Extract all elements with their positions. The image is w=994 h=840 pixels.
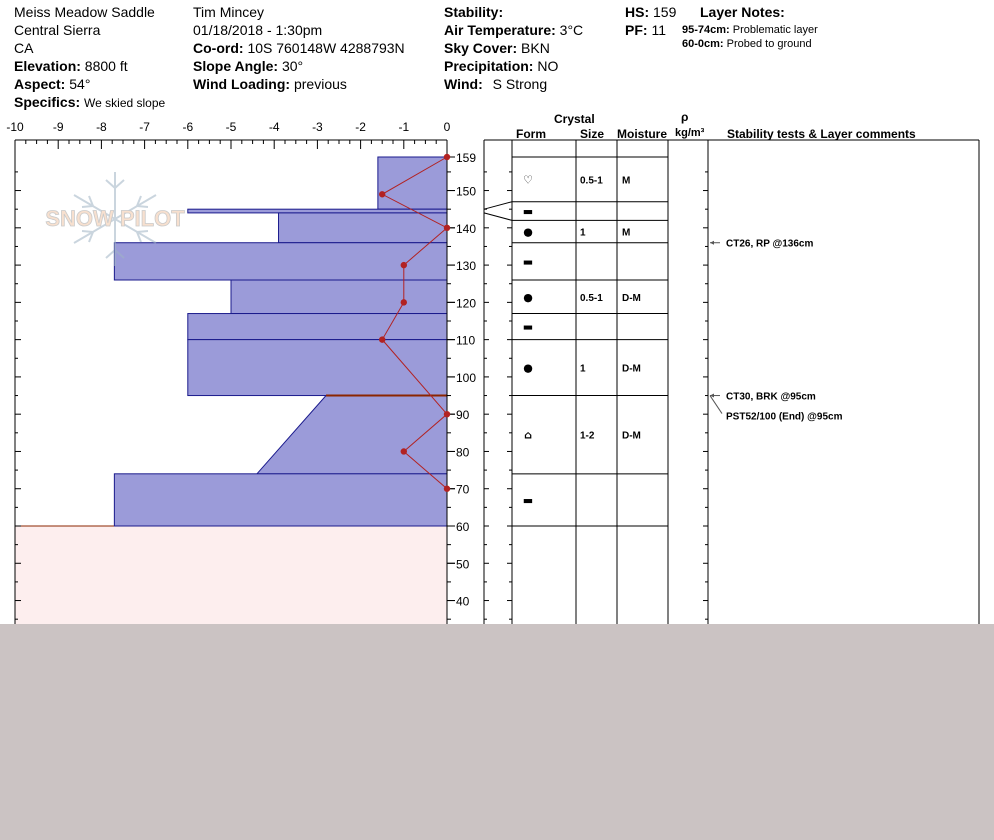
mountain-range: Central Sierra: [14, 22, 101, 38]
x-tick-label: -6: [182, 120, 194, 134]
y-tick-label: 150: [456, 184, 477, 199]
temperature-point: [444, 411, 450, 417]
state: CA: [14, 40, 34, 56]
specifics-value: We skied slope: [84, 96, 166, 110]
layer-connector: [484, 213, 512, 220]
y-tick-label: 110: [456, 333, 476, 348]
sky-cover-value: BKN: [521, 40, 550, 56]
x-tick-label: -7: [139, 120, 150, 134]
crystal-moisture: D-M: [622, 430, 641, 442]
hardness-layer: [114, 474, 447, 526]
stability-test-label: PST52/100 (End) @95cm: [726, 411, 843, 423]
logo-text: SNOW PILOT: [45, 206, 185, 231]
hs-value: 159: [653, 4, 677, 20]
temperature-point: [444, 486, 450, 492]
slope-label: Slope Angle:: [193, 58, 279, 74]
hardness-layer: [257, 396, 447, 474]
layer-notes-label: Layer Notes:: [700, 4, 785, 20]
test-arrow-line: [710, 396, 722, 414]
test-arrow-head: [710, 241, 714, 245]
wind-label: Wind:: [444, 76, 483, 92]
pf-label: PF:: [625, 22, 648, 38]
form-header: Form: [516, 127, 546, 141]
layer-connector: [484, 202, 512, 209]
x-tick-label: 0: [443, 120, 451, 134]
hs-label: HS:: [625, 4, 650, 20]
density-symbol: ρ: [681, 110, 689, 124]
moisture-header: Moisture: [617, 127, 668, 141]
y-tick-label: 70: [456, 482, 470, 497]
size-header: Size: [580, 127, 605, 141]
hardness-layer: [378, 157, 447, 209]
slope-value: 30°: [281, 58, 304, 74]
precipitation-label: Precipitation:: [444, 58, 534, 74]
layer-note-text: Problematic layer: [732, 24, 818, 36]
stability-comments-header: Stability tests & Layer comments: [727, 127, 916, 141]
crystal-size: 0.5-1: [580, 175, 603, 187]
y-tick-label: 140: [456, 221, 477, 236]
crystal-size: 1-2: [580, 430, 595, 442]
coord-label: Co-ord:: [193, 40, 244, 56]
y-tick-label: 40: [456, 594, 470, 609]
y-tick-label: 80: [456, 445, 470, 460]
coord-value: 10S 760148W 4288793N: [247, 40, 405, 56]
crystal-form-icon: ▬: [522, 320, 534, 334]
crystal-moisture: D-M: [622, 363, 641, 375]
crystal-size: 1: [580, 363, 586, 375]
wind-loading-label: Wind Loading:: [193, 76, 291, 92]
air-temp-value: 3°C: [559, 22, 584, 38]
crystal-form-icon: ▬: [522, 205, 534, 219]
observer-name: Tim Mincey: [193, 4, 265, 20]
sky-cover-label: Sky Cover:: [444, 40, 518, 56]
y-tick-label: 60: [456, 520, 470, 534]
aspect-value: 54°: [69, 76, 91, 92]
air-temp-label: Air Temperature:: [444, 22, 556, 38]
observation-datetime: 01/18/2018 - 1:30pm: [193, 22, 323, 38]
y-tick-label: 120: [456, 296, 477, 311]
obscured-overlay: [0, 624, 994, 840]
temperature-point: [444, 225, 450, 231]
layer-note-range: 60-0cm:: [682, 38, 724, 50]
y-tick-label: 130: [456, 259, 477, 274]
x-tick-label: -3: [312, 120, 323, 134]
x-tick-label: -5: [225, 120, 237, 134]
crystal-moisture: M: [622, 227, 631, 239]
temperature-point: [379, 191, 385, 197]
stability-test-label: CT30, BRK @95cm: [726, 391, 816, 403]
x-tick-label: -9: [52, 120, 64, 134]
crystal-header: Crystal: [554, 112, 595, 126]
unprobed-region: [15, 526, 447, 636]
hardness-layer: [114, 243, 447, 280]
hardness-layer: [279, 213, 447, 243]
precipitation-value: NO: [537, 58, 559, 74]
crystal-table: [484, 140, 979, 640]
temperature-point: [401, 262, 407, 268]
hardness-layer: [188, 340, 447, 396]
specifics-label: Specifics:: [14, 94, 81, 110]
x-tick-label: -2: [355, 120, 366, 134]
wind-value: S Strong: [492, 76, 548, 92]
location-name: Meiss Meadow Saddle: [14, 4, 155, 20]
crystal-size: 1: [580, 227, 586, 239]
elevation-label: Elevation:: [14, 58, 81, 74]
hardness-layer: [188, 314, 447, 340]
elevation-value: 8800 ft: [84, 58, 128, 74]
y-tick-label: 159: [456, 151, 477, 165]
stability-tests: [710, 239, 843, 423]
crystal-moisture: M: [622, 175, 631, 187]
crystal-form-icon: ⌂: [524, 428, 532, 442]
x-tick-label: -4: [268, 120, 280, 134]
temperature-point: [379, 336, 385, 342]
layer-note-range: 95-74cm:: [682, 24, 730, 36]
x-tick-label: -10: [6, 120, 24, 134]
x-tick-label: -8: [96, 120, 107, 134]
crystal-size: 0.5-1: [580, 292, 603, 304]
density-unit: kg/m³: [675, 127, 705, 139]
crystal-form-icon: ♡: [523, 173, 533, 187]
hardness-layer: [231, 280, 447, 314]
crystal-form-icon: ▬: [522, 493, 534, 507]
crystal-form-icon: ▬: [522, 255, 534, 269]
hardness-layer: [188, 209, 447, 213]
temperature-point: [401, 448, 407, 454]
crystal-moisture: D-M: [622, 292, 641, 304]
crystal-form-icon: ●: [523, 225, 533, 239]
temperature-point: [444, 154, 450, 160]
wind-loading-value: previous: [293, 76, 347, 92]
y-tick-label: 90: [456, 408, 470, 423]
stability-label: Stability:: [444, 4, 504, 20]
pf-value: 11: [651, 22, 666, 38]
crystal-form-icon: ●: [523, 361, 533, 375]
x-tick-label: -1: [398, 120, 410, 134]
y-tick-label: 50: [456, 557, 470, 572]
temperature-point: [401, 299, 407, 305]
layer-note-text: Probed to ground: [726, 38, 812, 50]
stability-test-label: CT26, RP @136cm: [726, 238, 814, 250]
aspect-label: Aspect:: [14, 76, 66, 92]
y-tick-label: 100: [456, 370, 477, 385]
crystal-form-icon: ●: [523, 290, 533, 304]
